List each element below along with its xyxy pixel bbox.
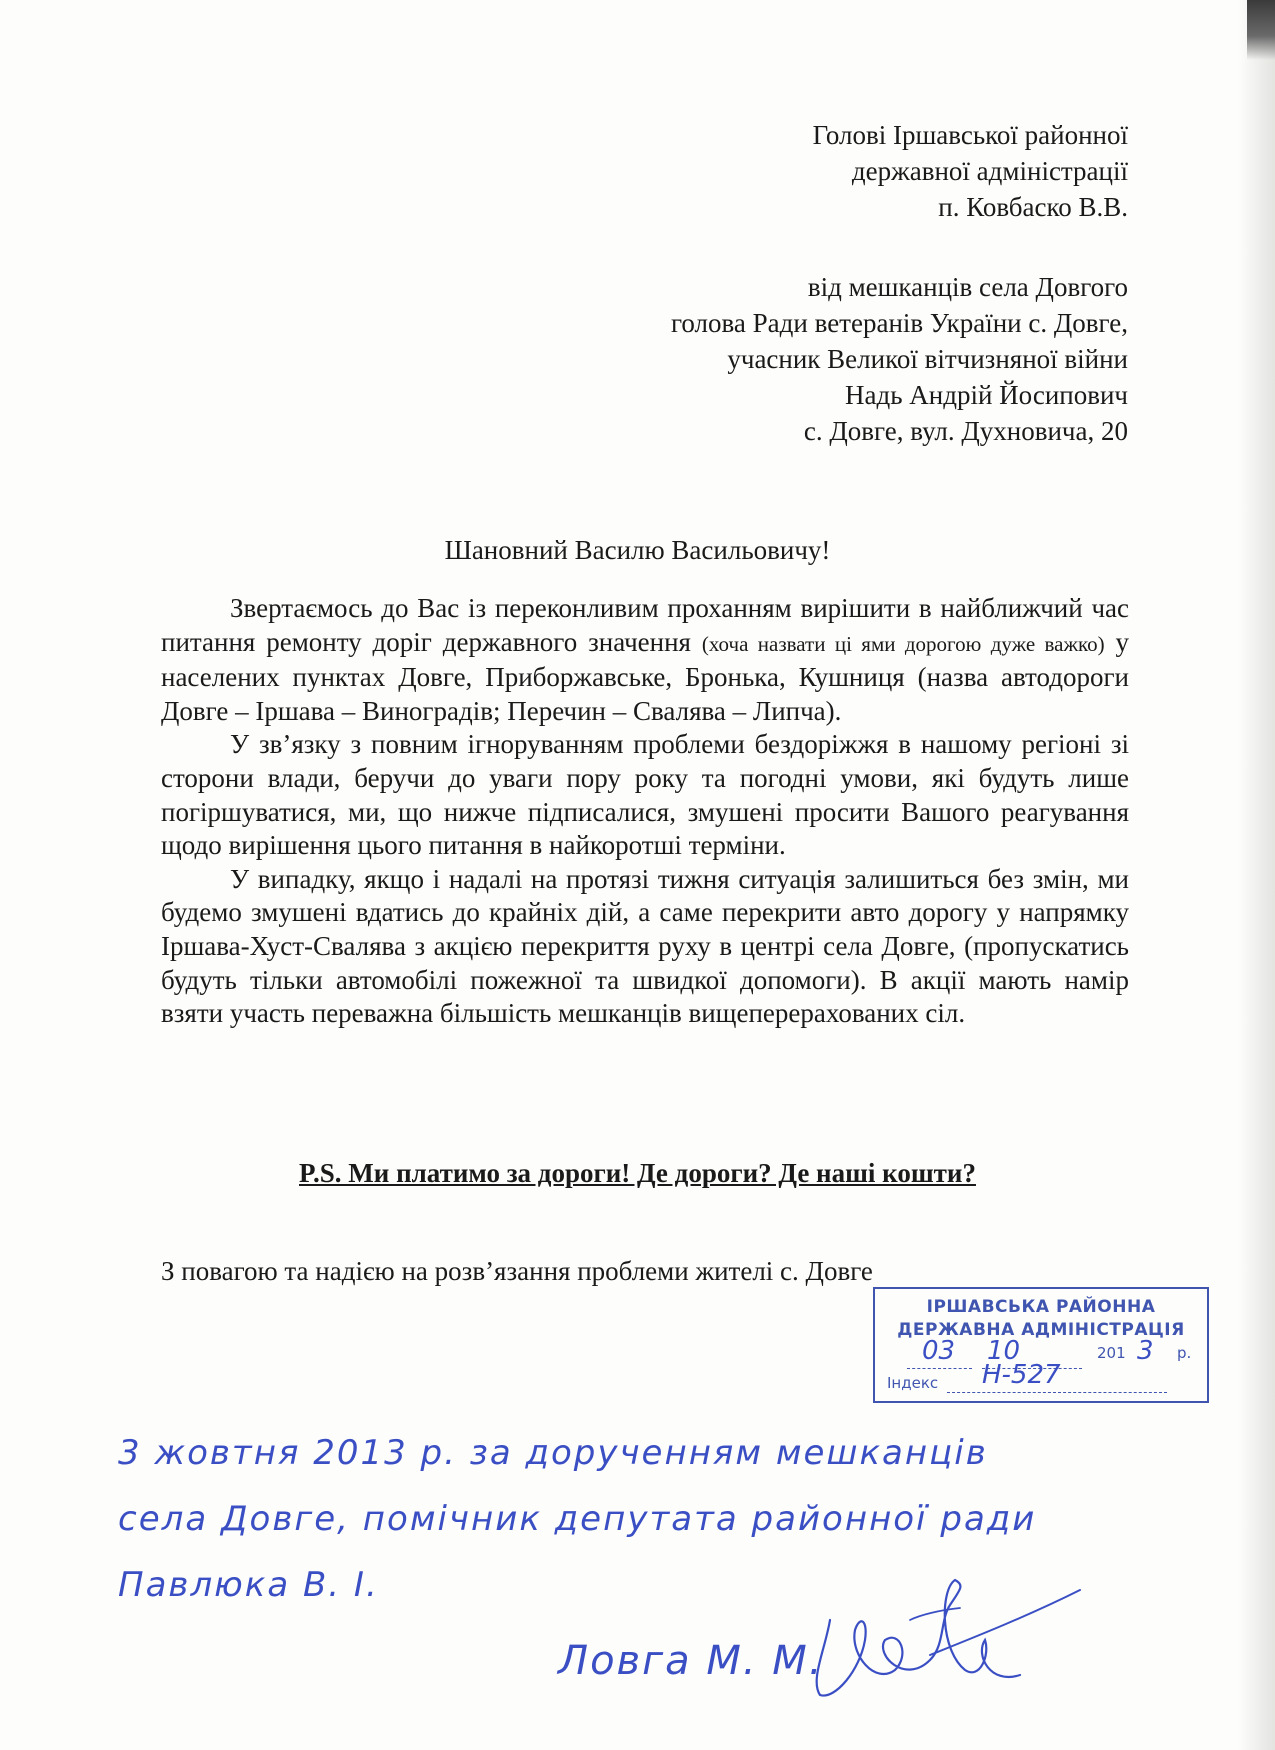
stamp-year-prefix: 201 (1097, 1344, 1126, 1362)
closing-line: З повагою та надією на розв’язання проблеми жителі с. Довге (161, 1256, 873, 1286)
stamp-year-digit: 3 (1137, 1336, 1154, 1366)
stamp-underline (907, 1368, 972, 1369)
greeting: Шановний Василю Васильовичу! (444, 535, 831, 565)
body-parenthetical-note: (хоча назвати ці ями дорогою дуже важко) (701, 631, 1105, 656)
handwritten-signatory-name: Ловга М. М. (558, 1638, 824, 1684)
addressee-line: Голові Іршавської районної (812, 120, 1128, 150)
stamp-org-line-1: ІРШАВСЬКА РАЙОННА (926, 1297, 1156, 1317)
addressee-block (813, 117, 1128, 225)
signature-stroke (910, 1608, 960, 1620)
body-paragraph-1 (161, 592, 1129, 728)
registration-stamp (873, 1287, 1209, 1403)
stamp-day: 03 (922, 1336, 956, 1366)
stamp-index-row (887, 1360, 1199, 1398)
sender-line: учасник Великої вітчизняної війни (727, 344, 1128, 374)
paper-edge-shadow (1239, 0, 1275, 1750)
body-text-segment: у населених пунктах Довге, Приборжавське, Бронька, Кушниця (назва автодороги Довге – Іршава – Виноградів; Перечин – Свалява – Липча). (161, 626, 1130, 726)
handwritten-signature (790, 1560, 1090, 1710)
sender-line: від мешканців села Довгого (807, 272, 1128, 302)
paper-corner-shadow (1247, 0, 1275, 60)
stamp-index-label: Індекс (887, 1374, 939, 1392)
handwritten-line: Павлюка В. І. (118, 1565, 379, 1605)
postscript: P.S. Ми платимо за дороги! Де дороги? Де наші кошти? (299, 1158, 976, 1188)
stamp-org-line-2: ДЕРЖАВНА АДМІНІСТРАЦІЯ (897, 1320, 1185, 1340)
sender-block (671, 269, 1128, 449)
stamp-month: 10 (987, 1336, 1021, 1366)
stamp-underline (947, 1392, 1167, 1393)
body-paragraph-3: У випадку, якщо і надалі на протязі тижня ситуація залишиться без змін, ми будемо змушені вдатись до крайніх дій, а саме перекрити авто дорогу у напрямку Іршава-Хуст-Свалява з акцією перекриття руху в центрі села Довге, (пропускатись будуть тільки автомобілі пожежної та швидкої допомоги). В акції мають намір взяти участь переважна більшість мешканців вищеперерахованих сіл. (161, 863, 1129, 1029)
signature-stroke (817, 1580, 1020, 1696)
sender-line: голова Ради ветеранів України с. Довге, (671, 308, 1128, 338)
stamp-index-value: Н-527 (982, 1360, 1061, 1390)
sender-line: Надь Андрій Йосипович (845, 380, 1128, 410)
body-paragraph-2: У зв’язку з повним ігноруванням проблеми бездоріжжя в нашому регіоні зі сторони влади, беручи до уваги пору року та погодні умови, які будуть лише погіршуватися, ми, що нижче підписалися, змушені просити Вашого реагування щодо вирішення цього питання в найкоротші терміни. (161, 729, 1129, 861)
stamp-year-suffix: р. (1177, 1344, 1192, 1362)
letter-body (161, 592, 1129, 1031)
handwritten-line: села Довге, помічник депутата районної ради (118, 1499, 1037, 1539)
sender-line: с. Довге, вул. Духновича, 20 (803, 416, 1128, 446)
handwritten-line: 3 жовтня 2013 р. за дорученням мешканців (118, 1433, 988, 1473)
addressee-line: п. Ковбаско В.В. (938, 192, 1128, 222)
body-text-segment: Звертаємось до Вас із переконливим проханням вирішити в найближчий час питання ремонту доріг державного значення (161, 593, 1129, 657)
addressee-line: державної адміністрації (851, 156, 1128, 186)
